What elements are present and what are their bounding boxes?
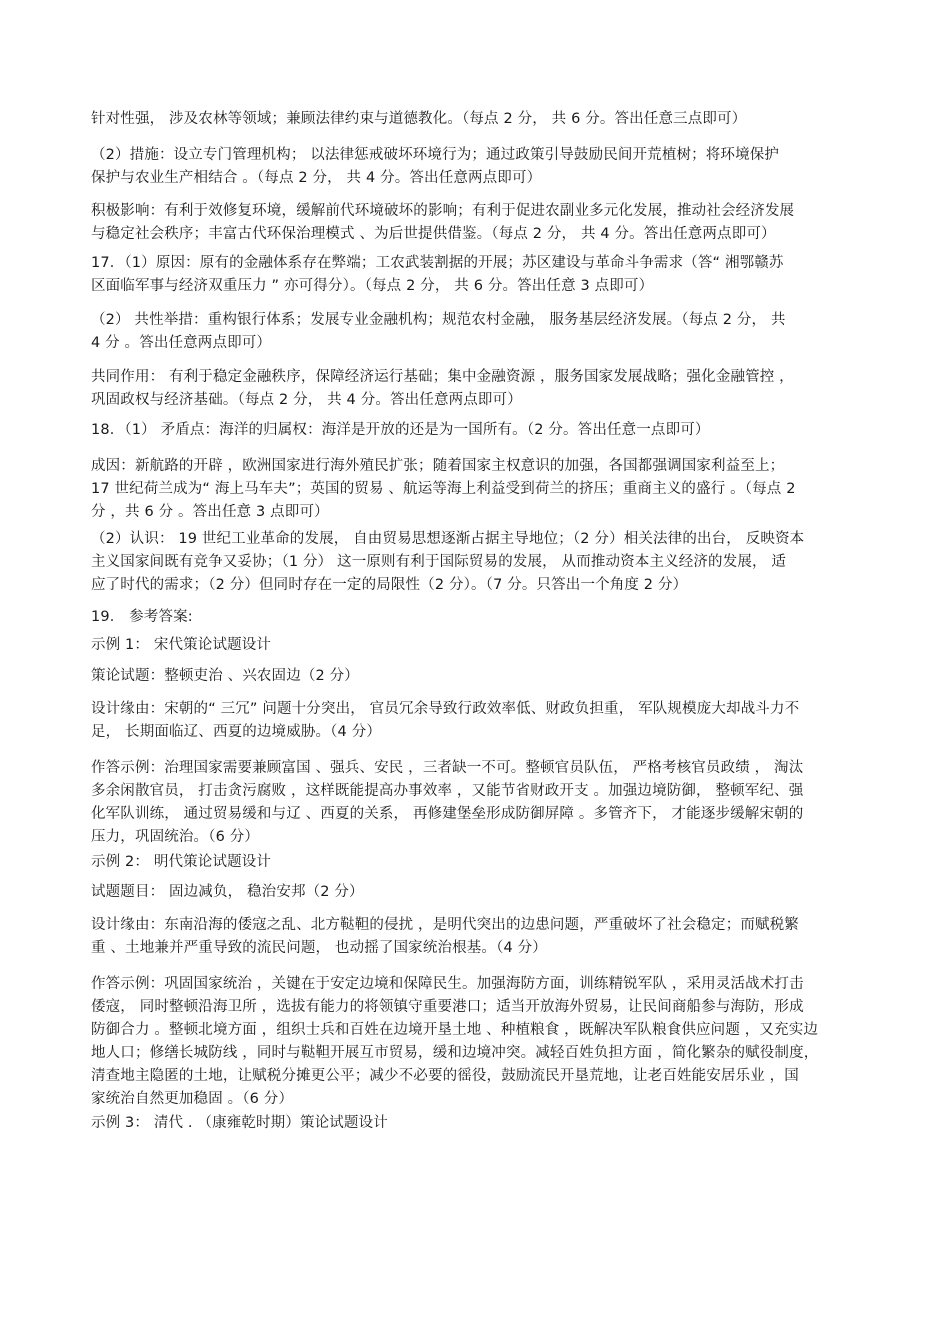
text-line: （2）认识： 19 世纪工业革命的发展， 自由贸易思想逐渐占据主导地位；（2 分）相关法律的出台， 反映资本 xyxy=(91,531,805,547)
paragraph xyxy=(91,144,865,190)
text-line: 清查地主隐匿的土地，让赋税分摊更公平；减少不必要的徭役，鼓励流民开垦荒地，让老百姓能安居乐业 ，国 xyxy=(91,1068,799,1084)
text-line: 针对性强， 涉及农林等领域；兼顾法律约束与道德教化。（每点 2 分， 共 6 分。答出任意三点即可） xyxy=(91,111,747,127)
text-line: 19． 参考答案: xyxy=(91,609,193,625)
paragraph xyxy=(91,366,865,412)
text-line: 家统治自然更加稳固 。（6 分） xyxy=(91,1091,294,1107)
text-line: 应了时代的需求；（2 分）但同时存在一定的局限性（2 分）。（7 分。只答出一个角度 2 分） xyxy=(91,577,688,593)
text-line: 地人口；修缮长城防线 ，同时与鞑靼开展互市贸易，缓和边境冲突。减轻百姓负担方面 ，简化繁杂的赋役制度， xyxy=(91,1045,819,1061)
text-line: 示例 2： 明代策论试题设计 xyxy=(91,854,272,870)
text-line: 试题题目： 固边减负， 稳治安邦（2 分） xyxy=(91,884,364,900)
text-line: 设计缘由：宋朝的“ 三冗” 问题十分突出， 官员冗余导致行政效率低、财政负担重， 军队规模庞大却战斗力不 xyxy=(91,701,800,717)
paragraph xyxy=(91,757,865,849)
text-line: 巩固政权与经济基础。（每点 2 分， 共 4 分。答出任意两点即可） xyxy=(91,392,522,408)
text-line: 积极影响：有利于效修复环境，缓解前代环境破坏的影响；有利于促进农副业多元化发展，推动社会经济发展 xyxy=(91,203,795,219)
paragraph xyxy=(91,973,865,1111)
paragraph xyxy=(91,851,865,874)
paragraph xyxy=(91,1112,865,1135)
text-line: 示例 1： 宋代策论试题设计 xyxy=(91,637,272,653)
paragraph xyxy=(91,606,865,629)
text-line: 17．（1）原因：原有的金融体系存在弊端；工农武装割据的开展；苏区建设与革命斗争需求（答“ 湘鄂赣苏 xyxy=(91,255,784,271)
paragraph xyxy=(91,455,865,524)
paragraph xyxy=(91,528,865,597)
text-line: 防御合力 。整顿北境方面 ，组织士兵和百姓在边境开垦土地 、种植粮食 ，既解决军队粮食供应问题 ，又充实边 xyxy=(91,1022,818,1038)
paragraph xyxy=(91,881,865,904)
paragraph xyxy=(91,419,865,442)
text-line: 足， 长期面临辽、西夏的边境威胁。（4 分） xyxy=(91,724,381,740)
text-line: 策论试题：整顿吏治 、兴农固边（2 分） xyxy=(91,668,359,684)
text-line: 压力，巩固统治。（6 分） xyxy=(91,829,260,845)
text-line: 主义国家间既有竞争又妥协；（1 分） 这一原则有利于国际贸易的发展， 从而推动资本主义经济的发展， 适 xyxy=(91,554,787,570)
paragraph xyxy=(91,914,865,960)
text-line: 分 ，共 6 分 。答出任意 3 点即可） xyxy=(91,504,329,520)
text-line: 成因：新航路的开辟 ，欧洲国家进行海外殖民扩张；随着国家主权意识的加强，各国都强调国家利益至上； xyxy=(91,458,785,474)
text-line: 保护与农业生产相结合 。（每点 2 分， 共 4 分。答出任意两点即可） xyxy=(91,170,542,186)
paragraph xyxy=(91,665,865,688)
text-line: 18．（1） 矛盾点：海洋的归属权：海洋是开放的还是为一国所有。（2 分。答出任意一点即可） xyxy=(91,422,710,438)
paragraph xyxy=(91,698,865,744)
text-line: 区面临军事与经济双重压力 ” 亦可得分）。（每点 2 分， 共 6 分。答出任意 3 点即可） xyxy=(91,278,654,294)
text-line: 作答示例：巩固国家统治 ，关键在于安定边境和保障民生。加强海防方面，训练精锐军队 ，采用灵活战术打击 xyxy=(91,976,804,992)
text-line: 4 分 。答出任意两点即可） xyxy=(91,335,272,351)
text-line: 倭寇， 同时整顿沿海卫所 ，选拔有能力的将领镇守重要港口；适当开放海外贸易，让民间商船参与海防，形成 xyxy=(91,999,804,1015)
text-line: 作答示例：治理国家需要兼顾富国 、强兵、安民 ，三者缺一不可。整顿官员队伍， 严格考核官员政绩 ， 淘汰 xyxy=(91,760,804,776)
text-line: 重 、土地兼并严重导致的流民问题， 也动摇了国家统治根基。（4 分） xyxy=(91,940,547,956)
text-line: 与稳定社会秩序；丰富古代环保治理模式 、为后世提供借鉴。（每点 2 分， 共 4 分。答出任意两点即可） xyxy=(91,226,776,242)
text-line: （2） 共性举措：重构银行体系；发展专业金融机构；规范农村金融， 服务基层经济发展。（每点 2 分， 共 xyxy=(91,312,786,328)
text-line: 化军队训练， 通过贸易缓和与辽 、西夏的关系， 再修建堡垒形成防御屏障 。多管齐下， 才能逐步缓解宋朝的 xyxy=(91,806,804,822)
paragraph xyxy=(91,252,865,298)
text-line: 设计缘由：东南沿海的倭寇之乱、北方鞑靼的侵扰 ，是明代突出的边患问题，严重破坏了社会稳定；而赋税繁 xyxy=(91,917,799,933)
text-line: （2）措施：设立专门管理机构； 以法律惩戒破坏环境行为；通过政策引导鼓励民间开荒植树；将环境保护 xyxy=(91,147,780,163)
text-line: 多余闲散官员， 打击贪污腐败 ，这样既能提高办事效率 ，又能节省财政开支 。加强边境防御， 整顿军纪、强 xyxy=(91,783,804,799)
paragraph xyxy=(91,108,865,131)
text-line: 17 世纪荷兰成为“ 海上马车夫”；英国的贸易 、航运等海上利益受到荷兰的挤压；重商主义的盛行 。（每点 2 xyxy=(91,481,796,497)
text-line: 共同作用： 有利于稳定金融秩序，保障经济运行基础；集中金融资源 ，服务国家发展战略；强化金融管控 ， xyxy=(91,369,794,385)
text-line: 示例 3： 清代 . （康雍乾时期）策论试题设计 xyxy=(91,1115,388,1131)
paragraph xyxy=(91,200,865,246)
paragraph xyxy=(91,634,865,657)
paragraph xyxy=(91,309,865,355)
